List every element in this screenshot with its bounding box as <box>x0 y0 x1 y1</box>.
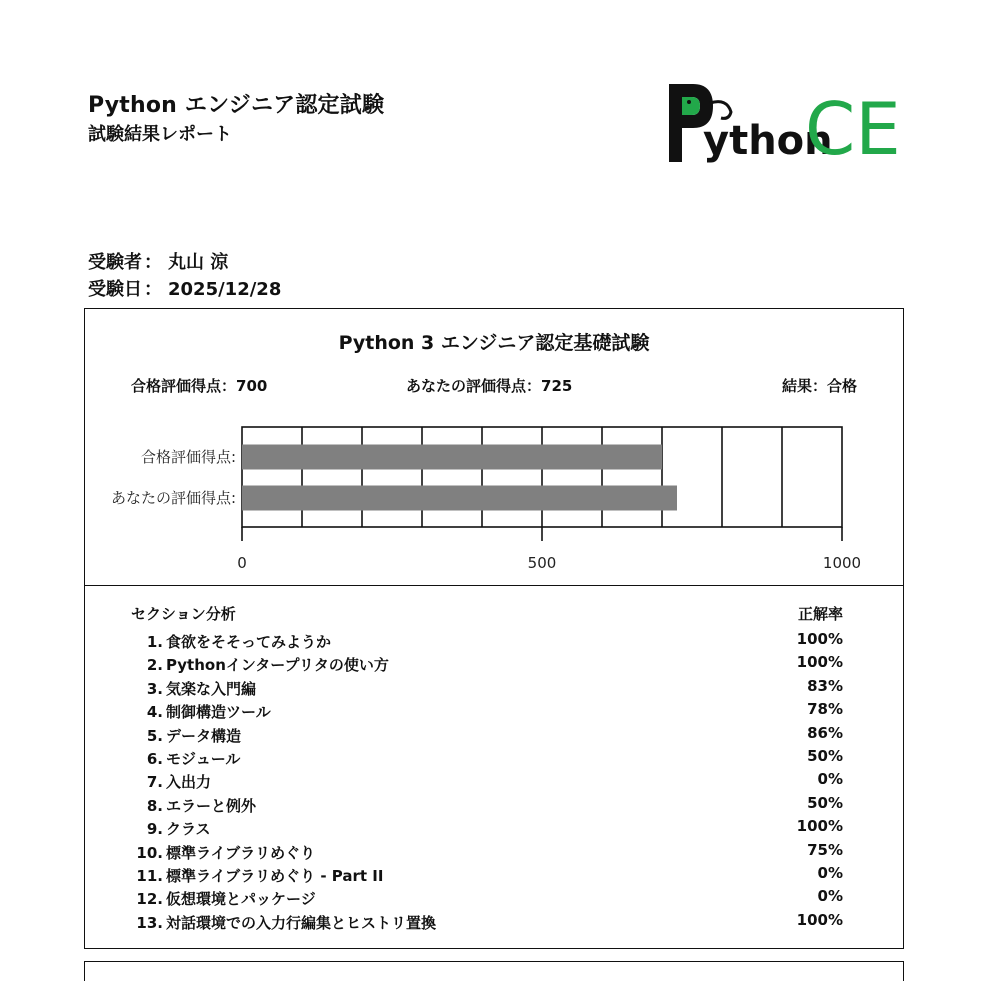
section-row <box>131 701 843 724</box>
section-row <box>131 818 843 841</box>
section-rate: 83% <box>807 676 843 695</box>
x-tick-label: 1000 <box>822 554 862 572</box>
exam-date-line <box>88 275 281 301</box>
page-subtitle: 試験結果レポート <box>88 124 232 145</box>
logo-text-green: CE <box>805 87 901 170</box>
section-number: 1. <box>146 633 163 651</box>
next-report-box <box>84 961 904 981</box>
logo-text-dark: ython <box>703 118 833 164</box>
section-row <box>131 771 843 794</box>
section-name: 標準ライブラリめぐり <box>166 843 316 862</box>
page-title: Python エンジニア認定試験 <box>88 93 385 118</box>
section-rate: 100% <box>796 817 843 836</box>
section-rate: 50% <box>807 793 843 812</box>
your-score-text: あなたの評価得点：725 <box>406 377 573 395</box>
section-number: 3. <box>146 679 163 698</box>
bar <box>242 445 662 470</box>
exam-date-value: 2025/12/28 <box>168 279 282 300</box>
section-row <box>131 678 843 701</box>
python-ce-logo <box>665 78 910 170</box>
candidate-name-label: 受験者 <box>88 252 142 273</box>
section-number: 6. <box>146 749 163 768</box>
section-row <box>131 654 843 677</box>
section-number: 10. <box>136 843 163 862</box>
section-rate: 75% <box>807 840 843 859</box>
section-name: 食欲をそそってみようか <box>166 633 332 651</box>
section-analysis-header: セクション分析 <box>131 605 236 623</box>
section-rate: 50% <box>807 746 843 765</box>
section-name: Pythonインタープリタの使い方 <box>166 656 389 675</box>
section-rate: 100% <box>796 910 843 929</box>
section-rate: 100% <box>796 630 843 648</box>
result-report-box <box>84 308 904 949</box>
section-rate: 0% <box>817 863 843 882</box>
candidate-name-separator: ： <box>144 252 162 273</box>
section-number: 7. <box>146 773 163 792</box>
section-rate: 78% <box>807 700 843 719</box>
section-number: 9. <box>146 820 163 839</box>
category-label: 合格評価得点: <box>140 448 236 466</box>
section-number: 5. <box>146 726 163 745</box>
section-name: モジュール <box>166 749 241 768</box>
section-name: 入出力 <box>166 773 212 792</box>
exam-date-label: 受験日 <box>88 279 142 300</box>
section-row <box>131 888 843 911</box>
accuracy-rate-header: 正解率 <box>797 605 843 623</box>
candidate-name-line <box>88 248 228 274</box>
candidate-name-value: 丸山 涼 <box>168 252 229 273</box>
exam-title: Python 3 エンジニア認定基礎試験 <box>338 332 650 354</box>
section-number: 12. <box>136 890 163 909</box>
section-number: 11. <box>136 866 163 885</box>
section-name: 対話環境での入力行編集とヒストリ置換 <box>166 913 437 932</box>
section-row <box>131 725 843 748</box>
section-name: クラス <box>166 820 211 839</box>
section-analysis-list <box>131 631 843 935</box>
section-number: 8. <box>146 796 163 815</box>
section-row <box>131 795 843 818</box>
section-rate: 0% <box>817 887 843 906</box>
section-rate: 0% <box>817 770 843 789</box>
section-name: 制御構造ツール <box>166 703 271 722</box>
section-rate: 100% <box>796 653 843 672</box>
x-tick-label: 0 <box>237 554 247 572</box>
pass-score-text: 合格評価得点：700 <box>131 377 268 395</box>
section-name: 仮想環境とパッケージ <box>166 890 316 909</box>
section-name: エラーと例外 <box>166 796 257 815</box>
section-number: 13. <box>136 913 163 932</box>
exam-date-separator: ： <box>144 279 162 300</box>
x-tick-label: 500 <box>527 554 557 572</box>
section-divider <box>85 585 903 586</box>
section-rate: 86% <box>807 723 843 742</box>
section-row <box>131 912 843 935</box>
result-text: 結果：合格 <box>781 377 857 395</box>
bar <box>242 486 677 511</box>
section-number: 2. <box>146 656 163 675</box>
section-number: 4. <box>146 703 163 722</box>
section-row <box>131 748 843 771</box>
section-name: 標準ライブラリめぐり - Part II <box>166 866 384 885</box>
section-row <box>131 842 843 865</box>
category-label: あなたの評価得点: <box>110 489 236 507</box>
section-row <box>131 631 843 654</box>
section-name: データ構造 <box>166 726 242 745</box>
section-row <box>131 865 843 888</box>
score-bar-chart <box>85 309 903 587</box>
section-name: 気楽な入門編 <box>166 679 257 698</box>
